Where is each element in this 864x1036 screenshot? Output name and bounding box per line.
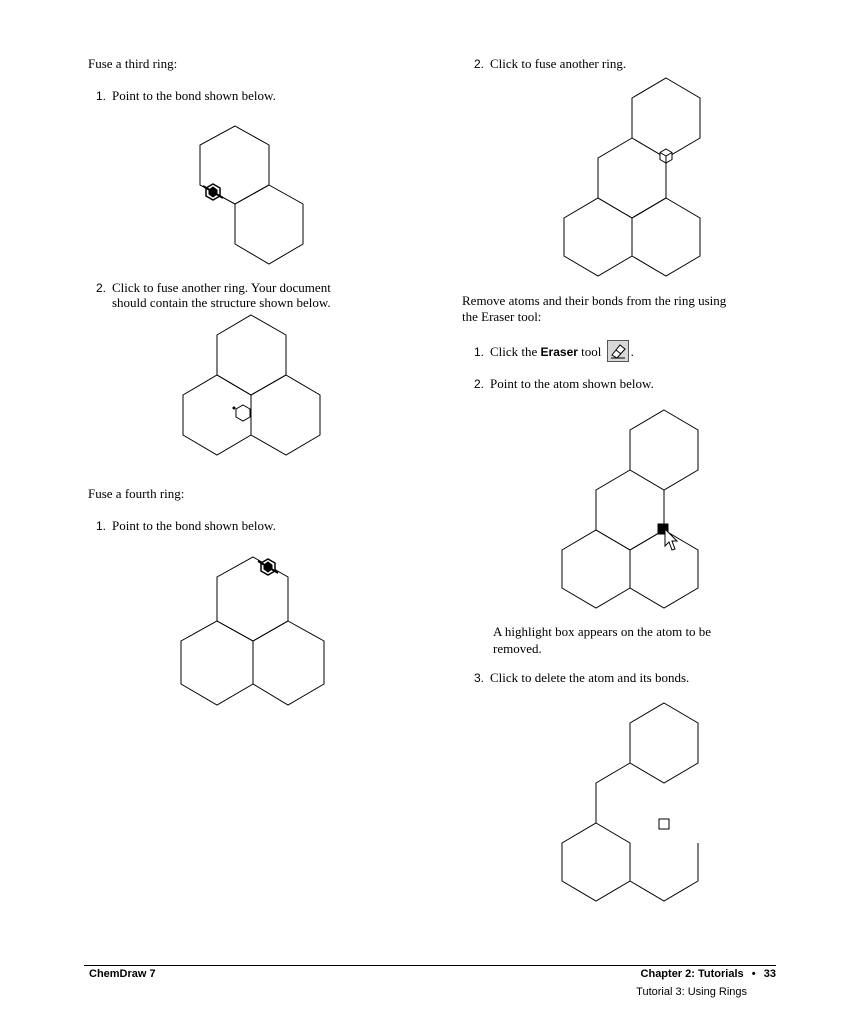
hexagon-ring [181,621,253,705]
four-ring-eraser-diagram [560,410,710,610]
heading-fuse-fourth-ring: Fuse a fourth ring: [88,486,185,501]
bond-chain [598,138,632,198]
atom-highlight-box [659,819,669,829]
hexagon-ring [217,557,288,641]
step-number: 3. [474,671,485,685]
hexagon-ring [564,198,632,276]
hexagon-ring [632,198,700,276]
result-diagram [560,703,710,903]
step-number: 1. [96,89,107,103]
remove-intro-line-1: Remove atoms and their bonds from the ring using [462,293,727,308]
step-third-2-cont [112,295,331,311]
step-number: 2. [96,281,107,295]
footer-chapter [641,968,776,980]
four-ring-diagram [560,78,710,278]
step-third-2 [96,280,331,296]
hexagon-ring-cursor-icon [233,405,251,421]
bond-chain [630,843,698,901]
footer-chapter-title: Chapter 2: Tutorials [640,968,744,980]
hexagon-ring [632,78,700,158]
step-text: Click to fuse another ring. [490,56,627,71]
step-text: Point to the atom shown below. [490,376,654,391]
heading-fuse-third-ring: Fuse a third ring: [88,56,178,71]
step-eraser-2 [474,376,654,392]
hexagon-ring [235,185,303,264]
three-ring-bond-diagram [175,545,335,715]
highlight-note-line-1: A highlight box appears on the atom to be [493,624,712,639]
hexagon-ring [630,410,698,490]
bond-chain [596,763,630,823]
hexagon-ring [251,375,320,455]
eraser-tool-name: Eraser [540,345,578,359]
hexagon-ring [217,315,286,395]
step-number: 2. [474,377,485,391]
step-number: 1. [474,345,485,359]
arrow-pointer-icon [665,529,677,550]
footer-rule [84,965,776,966]
remove-intro-line-2: the Eraser tool: [462,309,542,324]
step-text-line-1: Click to fuse another ring. Your document [112,280,331,295]
step-number: 1. [96,519,107,533]
hexagon-ring [253,621,324,705]
hexagon-ring-cursor-icon [203,184,223,200]
two-ring-diagram [180,115,320,265]
highlight-note-line-2: removed. [493,641,542,656]
step-text-line-2: should contain the structure shown below. [112,295,331,310]
footer-page-number: 33 [763,968,776,980]
step-text-suffix: tool [577,344,602,359]
step-text: Click to delete the atom and its bonds. [490,670,690,685]
step-fuse-another-2 [474,56,626,72]
step-text: Point to the bond shown below. [112,518,276,533]
step-fourth-1 [96,518,276,534]
hexagon-ring-cursor-icon [660,149,672,163]
footer-bullet: • [751,968,756,980]
hexagon-ring [630,703,698,783]
step-third-1 [96,88,276,104]
step-text-period: . [630,344,634,359]
step-number: 2. [474,57,485,71]
step-text: Point to the bond shown below. [112,88,276,103]
step-eraser-1 [474,344,634,362]
hexagon-ring [562,530,630,608]
hexagon-ring [562,823,630,901]
hexagon-ring [630,530,698,608]
footer-product: ChemDraw 7 [89,968,156,980]
footer-subsection: Tutorial 3: Using Rings [636,986,747,998]
three-ring-diagram [180,315,330,475]
bond-chain [596,470,630,530]
step-text-prefix: Click the [490,344,541,359]
step-delete-3 [474,670,689,686]
eraser-icon[interactable] [607,340,629,362]
